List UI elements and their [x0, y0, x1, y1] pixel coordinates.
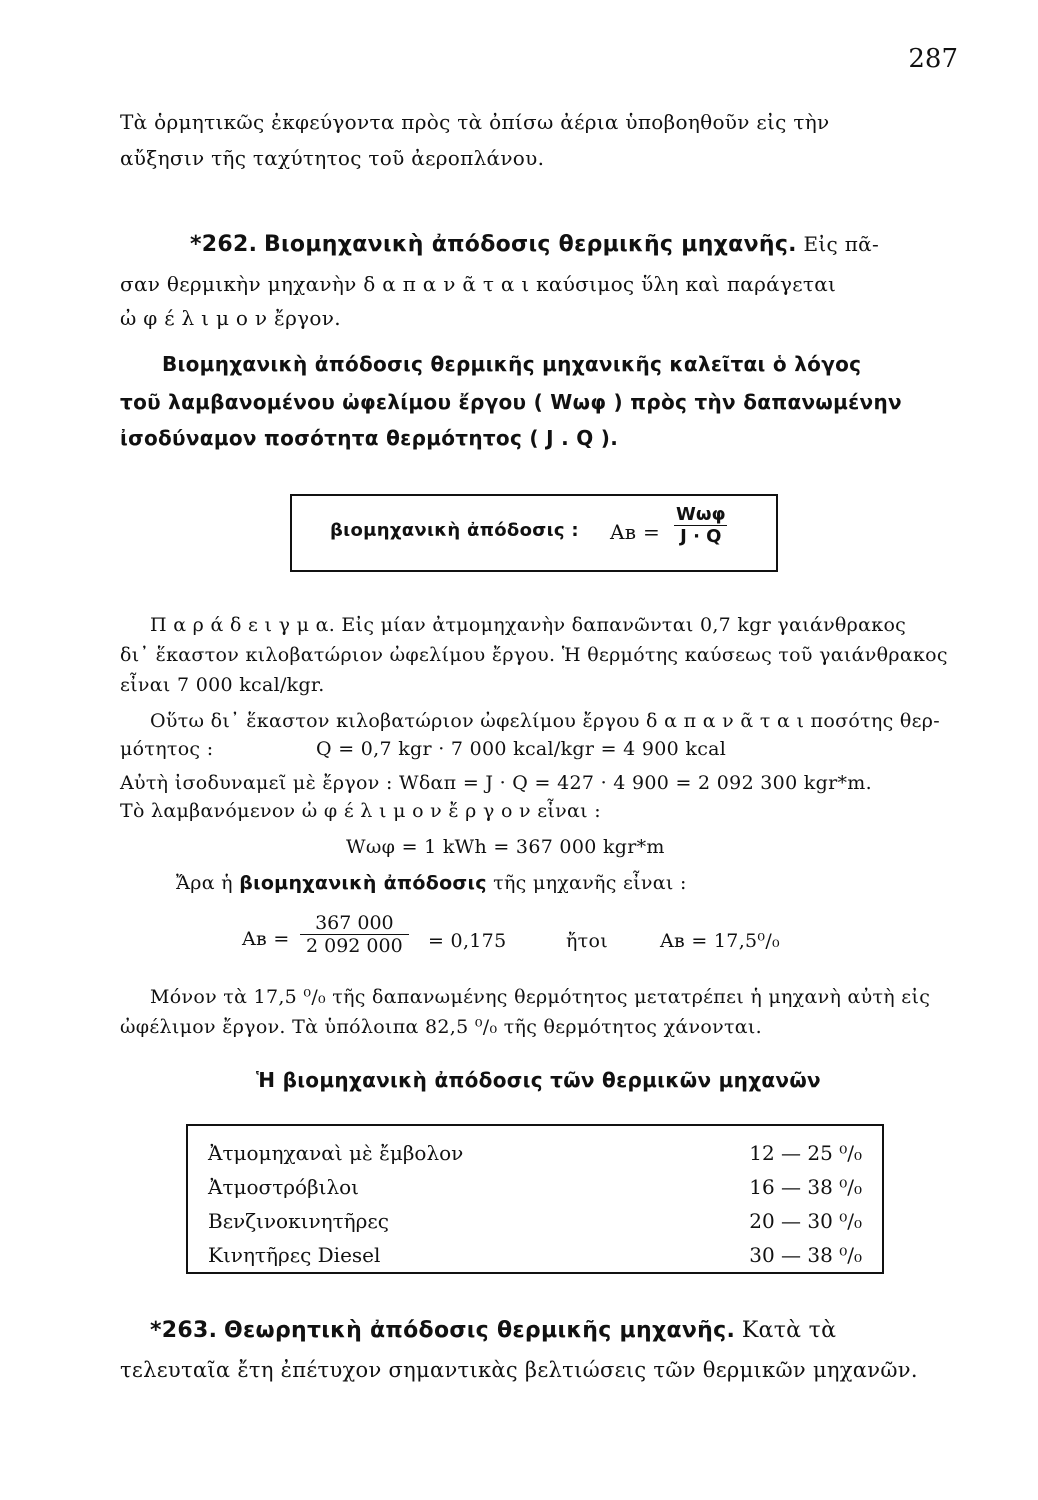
section-262-number: *262. [190, 232, 258, 257]
definition-line-3: ἰσοδύναμον ποσότητα θερμότητος ( J . Q ). [120, 426, 619, 450]
table-cell-name: Κινητῆρες Diesel [208, 1243, 381, 1267]
intro-line-2: αὔξησιν τῆς ταχύτητος τοῦ ἀεροπλάνου. [120, 146, 545, 170]
conclusion-line-2: ὠφέλιμον ἔργον. Τὰ ὑπόλοιπα 82,5 ⁰/₀ τῆς θερμότητος χάνονται. [120, 1016, 762, 1038]
definition-line-1: Βιομηχανικὴ ἀπόδοσις θερμικῆς μηχανικῆς καλεῖται ὁ λόγος [162, 352, 862, 376]
section-263-heading [150, 1318, 836, 1343]
section-262-line1-rest: Εἰς πᾶ- [803, 232, 880, 256]
table-row [208, 1238, 882, 1272]
table-row [208, 1204, 882, 1238]
section-262-title: Βιομηχανικὴ ἀπόδοσις θερμικῆς μηχανῆς. [263, 232, 797, 257]
example-line-9c: τῆς μηχανῆς εἶναι : [493, 872, 687, 894]
table-row [208, 1136, 882, 1170]
example-line-5b: Q = 0,7 kgr · 7 000 kcal/kgr = 4 900 kcal [316, 738, 727, 760]
example-line-4: Οὕτω δι᾿ ἕκαστον κιλοβατώριον ὠφελίμου ἔργου δ α π α ν ᾶ τ α ι ποσότης θερ- [150, 710, 940, 732]
formula-fraction [670, 504, 732, 547]
example-line-9 [176, 872, 687, 894]
result-final: Aв = 17,5⁰/₀ [660, 930, 780, 952]
table-cell-value: 30 — 38 ⁰/₀ [749, 1243, 862, 1267]
conclusion-line-1: Μόνον τὰ 17,5 ⁰/₀ τῆς δαπανωμένης θερμότητος μετατρέπει ἡ μηχανὴ αὐτὴ εἰς [150, 986, 931, 1008]
section-263-number: *263. [150, 1318, 218, 1343]
example-line-7: Τὸ λαμβανόμενον ὠ φ έ λ ι μ ο ν ἔ ρ γ ο ν εἶναι : [120, 800, 601, 822]
example-line-6: Αὐτὴ ἰσοδυναμεῖ μὲ ἔργον : Wδαπ = J · Q = 427 · 4 900 = 2 092 300 kgr*m. [120, 772, 872, 794]
result-word: ἤτοι [566, 930, 608, 952]
result-numerator: 367 000 [315, 912, 394, 934]
intro-line-1: Τὰ ὁρμητικῶς ἐκφεύγοντα πρὸς τὰ ὀπίσω ἀέρια ὑποβοηθοῦν εἰς τὴν [120, 110, 830, 134]
example-line-2: δι᾿ ἕκαστον κιλοβατώριον ὠφελίμου ἔργου. Ἡ θερμότης καύσεως τοῦ γαιάνθρακος [120, 644, 948, 666]
section-263-title: Θεωρητικὴ ἀπόδοσις θερμικῆς μηχανῆς. [223, 1318, 736, 1343]
table-row [208, 1170, 882, 1204]
table-cell-value: 16 — 38 ⁰/₀ [749, 1175, 862, 1199]
table-cell-name: Ἀτμοστρόβιλοι [208, 1175, 360, 1199]
example-line-3: εἶναι 7 000 kcal/kgr. [120, 674, 325, 696]
formula-label: βιομηχανικὴ ἀπόδοσις : [330, 520, 579, 541]
efficiency-table [186, 1124, 884, 1274]
table-cell-value: 20 — 30 ⁰/₀ [749, 1209, 862, 1233]
formula-numerator: Wωφ [676, 504, 726, 525]
section-263-line1-rest: Κατὰ τὰ [741, 1318, 837, 1343]
example-line-9b: βιομηχανικὴ ἀπόδοσις [239, 872, 487, 894]
formula-denominator: J · Q [674, 525, 727, 547]
section-262-line-2: σαν θερμικὴν μηχανὴν δ α π α ν ᾶ τ α ι καύσιμος ὕλη καὶ παράγεται [120, 272, 837, 296]
formula-box [290, 494, 778, 572]
section-262-line-3: ὠ φ έ λ ι μ ο ν ἔργον. [120, 306, 341, 330]
result-fraction [300, 912, 409, 957]
table-cell-name: Βενζινοκινητῆρες [208, 1209, 389, 1233]
formula-lhs: Aв = [610, 520, 661, 544]
result-value: = 0,175 [428, 930, 507, 952]
section-263-line-2: τελευταῖα ἔτη ἐπέτυχον σημαντικὰς βελτιώσεις τῶν θερμικῶν μηχανῶν. [120, 1358, 918, 1382]
example-line-1: Π α ρ ά δ ε ι γ μ α. Εἰς μίαν ἀτμομηχανὴν δαπανῶνται 0,7 kgr γαιάνθρακος [150, 614, 907, 636]
definition-line-2: τοῦ λαμβανομένου ὠφελίμου ἔργου ( Wωφ ) πρὸς τὴν δαπανωμένην [120, 390, 902, 414]
table-caption: Ἡ βιομηχανικὴ ἀπόδοσις τῶν θερμικῶν μηχανῶν [256, 1068, 821, 1092]
result-denominator: 2 092 000 [300, 934, 409, 957]
example-line-8: Wωφ = 1 kWh = 367 000 kgr*m [346, 836, 665, 858]
page-number: 287 [908, 44, 958, 74]
example-line-5a: μότητος : [120, 738, 214, 760]
example-line-9a: Ἄρα ἡ [176, 872, 233, 894]
table-cell-value: 12 — 25 ⁰/₀ [749, 1141, 862, 1165]
section-262-heading [190, 232, 879, 257]
table-cell-name: Ἀτμομηχαναὶ μὲ ἔμβολον [208, 1141, 464, 1165]
result-lhs: Aв = [242, 928, 290, 950]
